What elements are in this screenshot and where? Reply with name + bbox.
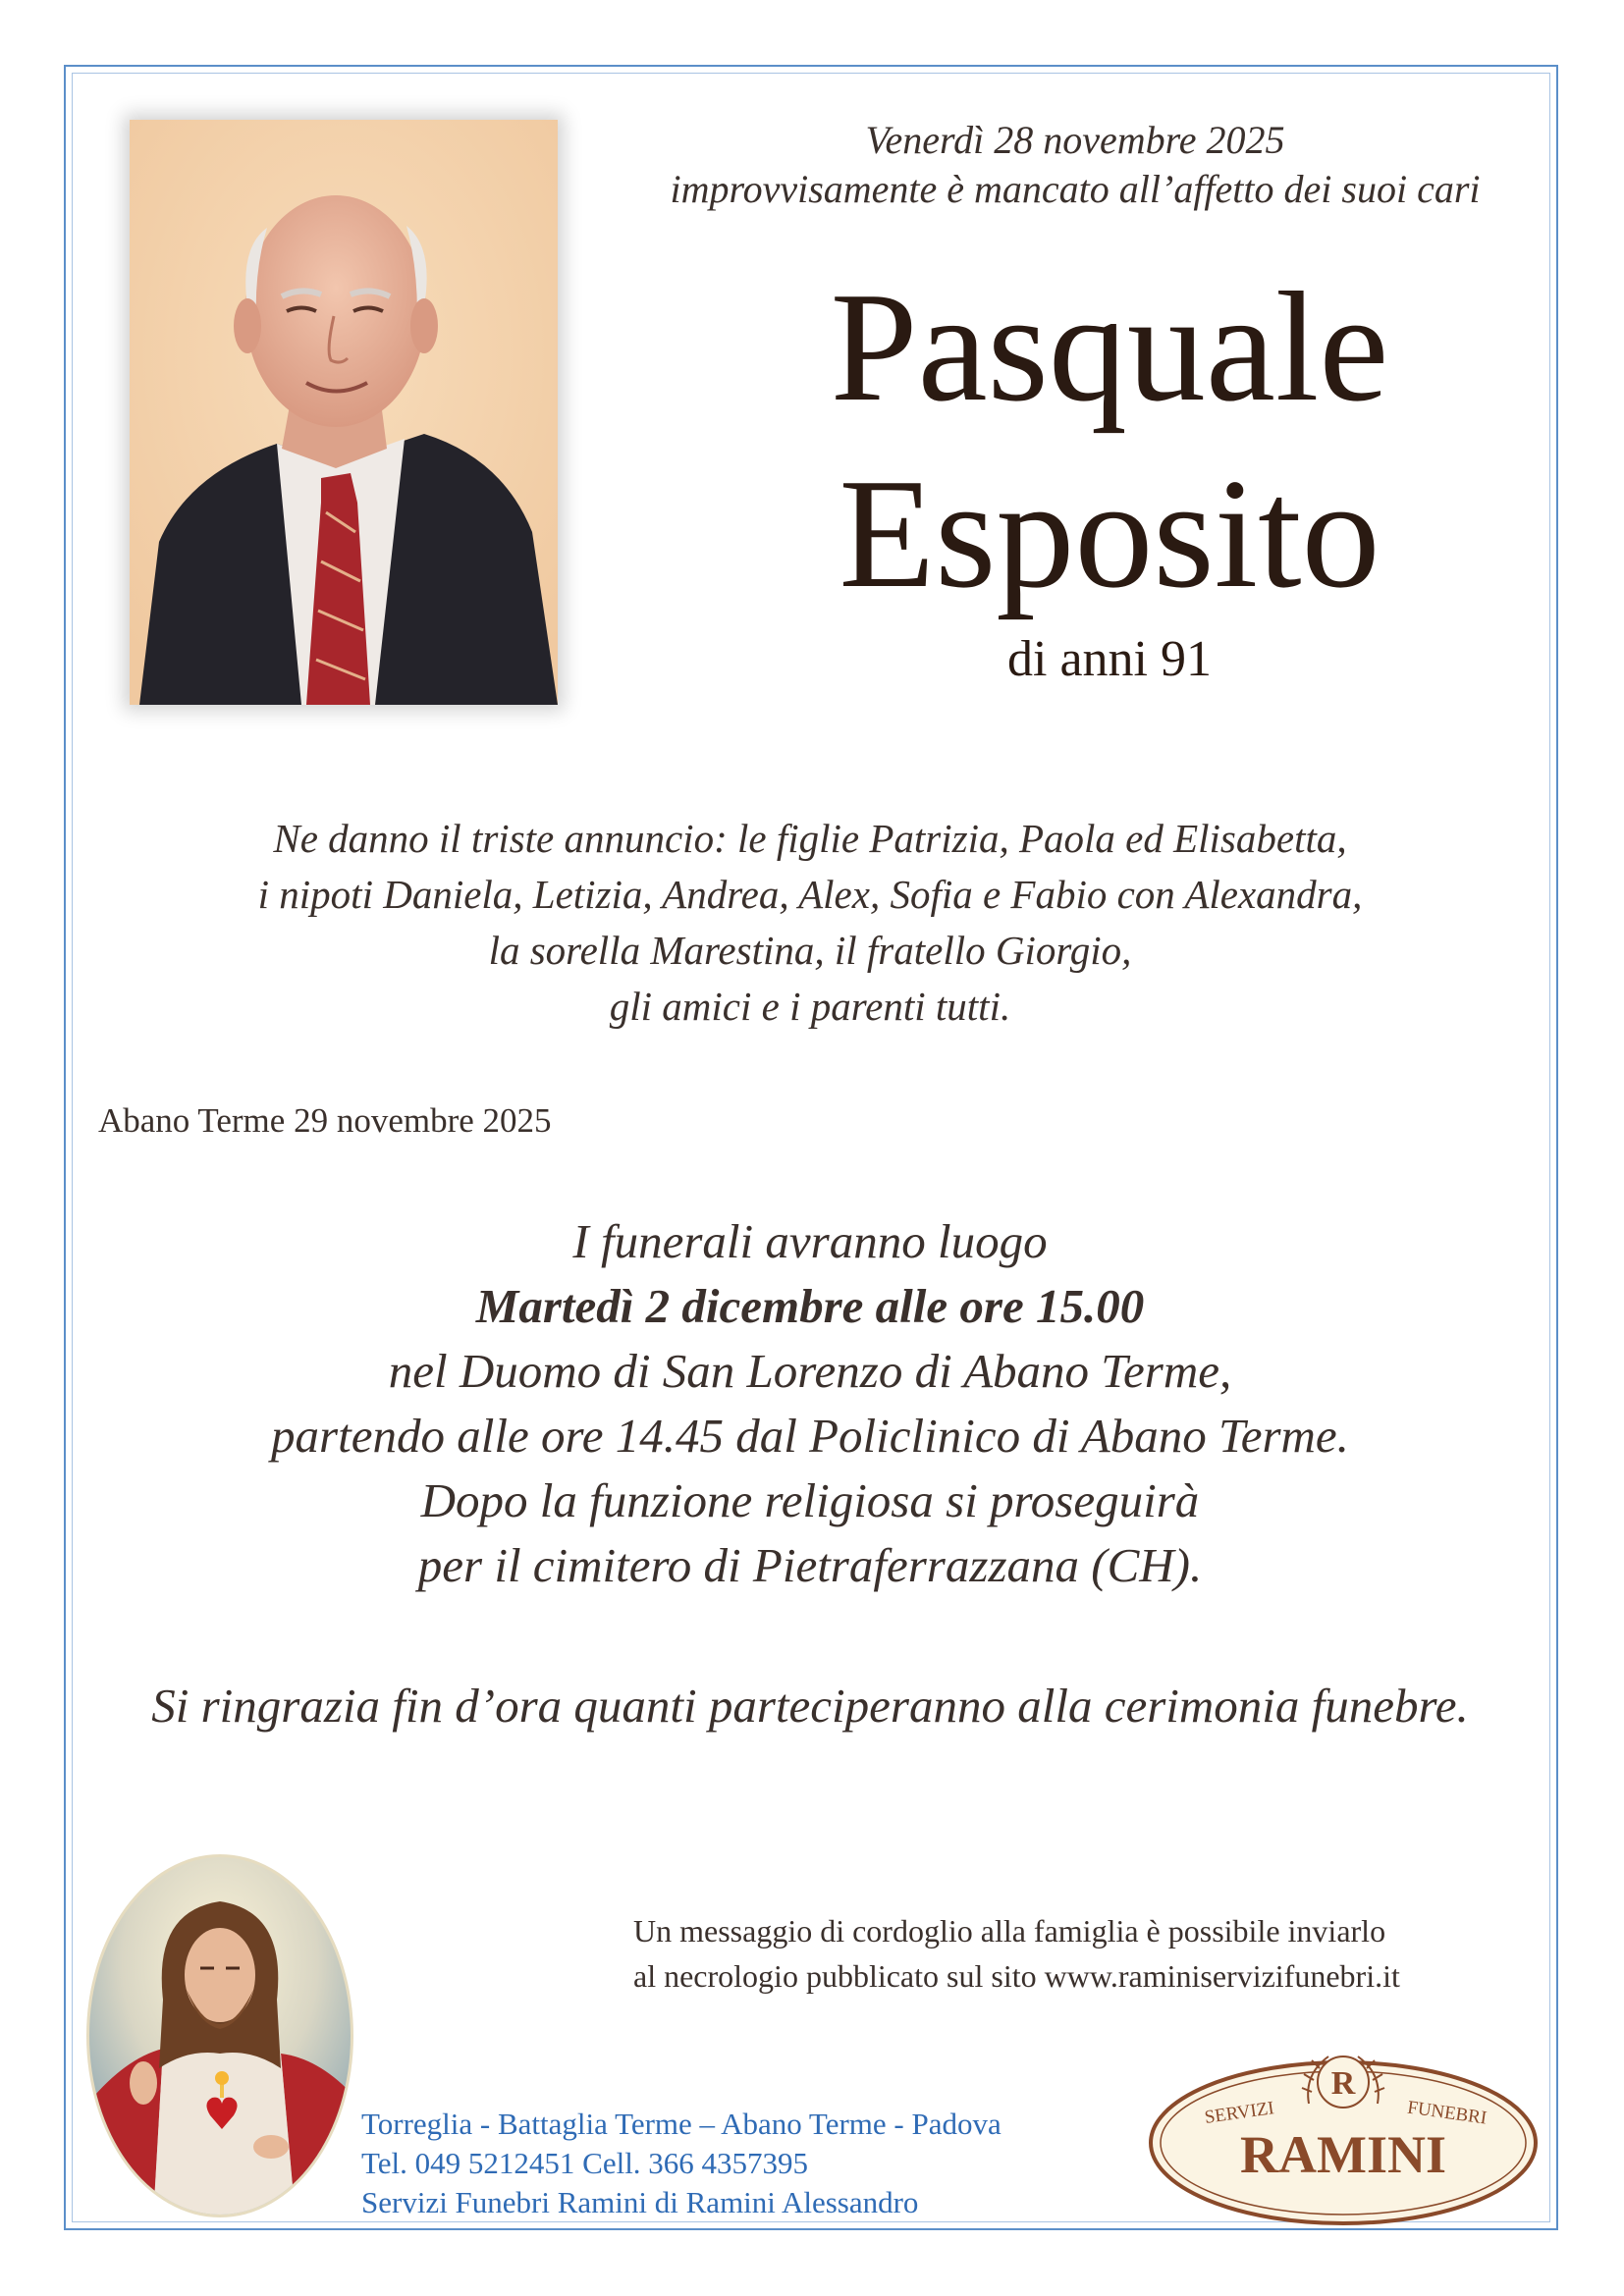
age: di anni 91 <box>1007 631 1212 687</box>
condolence-line: al necrologio pubblicato sul sito www.raminiservizifunebri.it <box>633 1958 1400 1994</box>
thanks-text: Si ringrazia fin d’ora quanti parteciperanno alla cerimonia funebre. <box>151 1679 1469 1733</box>
funeral-line: I funerali avranno luogo <box>572 1214 1048 1268</box>
intro-text: improvvisamente è mancato all’affetto dei suoi cari <box>670 167 1481 211</box>
logo-monogram: R <box>1330 2065 1356 2102</box>
funeral-line: nel Duomo di San Lorenzo di Abano Terme, <box>388 1344 1232 1398</box>
logo-servizi: SERVIZI <box>1203 2098 1276 2128</box>
funeral-line: per il cimitero di Pietraferrazzana (CH). <box>417 1538 1203 1592</box>
place-date: Abano Terme 29 novembre 2025 <box>98 1101 552 1140</box>
condolence-line: Un messaggio di cordoglio alla famiglia è possibile inviarlo <box>633 1913 1386 1949</box>
announcement <box>98 811 1522 1035</box>
funeral-line: Dopo la funzione religiosa si proseguirà <box>420 1473 1200 1527</box>
funeral-datetime: Martedì 2 dicembre alle ore 15.00 <box>475 1279 1145 1333</box>
last-name: Esposito <box>839 446 1380 620</box>
sacred-heart-image <box>84 1852 355 2219</box>
ramini-logo <box>1147 2035 1540 2227</box>
first-name: Pasquale <box>830 259 1389 434</box>
announcement-line: gli amici e i parenti tutti. <box>609 984 1011 1029</box>
contact-info <box>361 2105 1001 2222</box>
announcement-line: i nipoti Daniela, Letizia, Andrea, Alex, Sofia e Fabio con Alexandra, <box>257 872 1363 917</box>
deceased-portrait-photo <box>130 120 558 705</box>
logo-funebri: FUNEBRI <box>1406 2097 1489 2129</box>
logo-name: RAMINI <box>1240 2125 1446 2184</box>
condolence-note <box>633 1908 1537 1999</box>
funeral-line: partendo alle ore 14.45 dal Policlinico di Abano Terme. <box>271 1409 1349 1463</box>
death-date: Venerdì 28 novembre 2025 <box>865 118 1285 162</box>
announcement-line: Ne danno il triste annuncio: le figlie Patrizia, Paola ed Elisabetta, <box>273 816 1347 861</box>
contact-phones: Tel. 049 5212451 Cell. 366 4357395 <box>361 2146 809 2180</box>
funeral-details <box>98 1209 1522 1598</box>
announcement-line: la sorella Marestina, il fratello Giorgio, <box>488 928 1132 973</box>
contact-company: Servizi Funebri Ramini di Ramini Alessandro <box>361 2185 919 2219</box>
contact-locations: Torreglia - Battaglia Terme – Abano Terme - Padova <box>361 2107 1001 2141</box>
